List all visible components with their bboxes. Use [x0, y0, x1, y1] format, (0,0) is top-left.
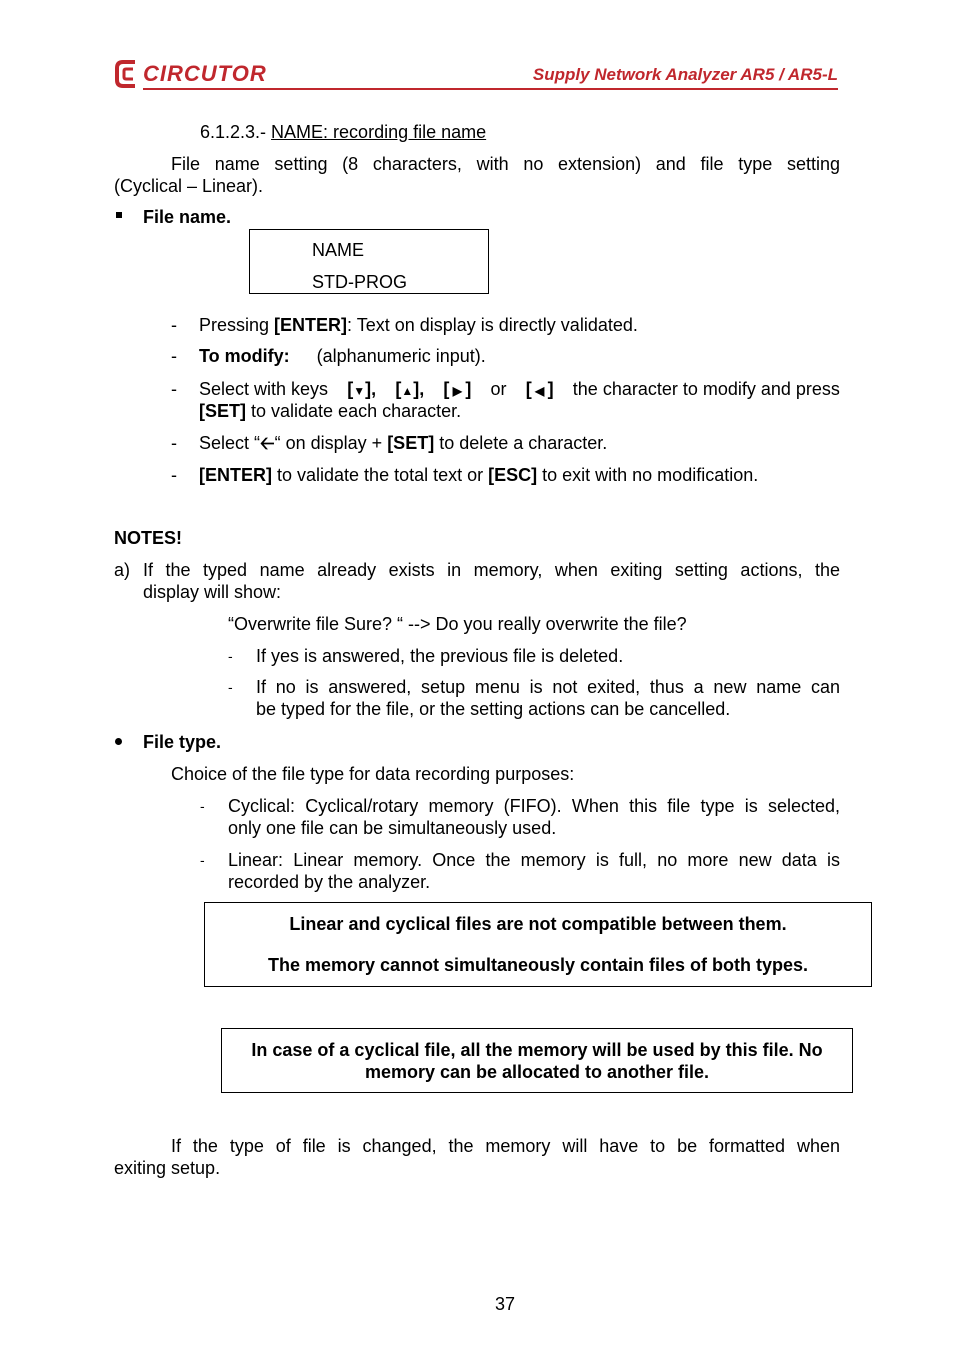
cyclical-line-1: Cyclical: Cyclical/rotary memory (FIFO). When this file type is selected,: [228, 796, 840, 816]
left-triangle-icon: ◀: [531, 384, 548, 398]
square-bullet-icon: [116, 212, 122, 218]
section-heading: [200, 121, 486, 143]
cyclical-memory-notice-line-1: In case of a cyclical file, all the memory will be used by this file. No: [251, 1040, 823, 1060]
logo-text: CIRCUTOR: [143, 61, 267, 86]
key-set: [SET]: [199, 401, 246, 421]
dash-marker: -: [171, 379, 177, 399]
bracket: ],: [365, 379, 377, 399]
linear-line-2: recorded by the analyzer.: [228, 872, 431, 892]
document-title: Supply Network Analyzer AR5 / AR5-L: [532, 65, 838, 84]
cyclical-memory-notice-line-2: memory can be allocated to another file.: [364, 1062, 710, 1082]
key-down: [347, 378, 376, 402]
text: (alphanumeric input).: [316, 346, 486, 366]
compatibility-notice-line-1: Linear and cyclical files are not compatible between them.: [289, 914, 787, 934]
key-esc: [ESC]: [488, 465, 538, 485]
text: to validate each character.: [246, 401, 462, 421]
text: the character to modify and press: [572, 379, 840, 399]
bracket: ]: [465, 379, 472, 399]
dash-marker: -: [200, 798, 205, 814]
file-type-heading: File type.: [143, 732, 222, 752]
key-set: [SET]: [387, 433, 435, 453]
dash-marker: -: [228, 679, 233, 695]
text: Pressing: [199, 315, 275, 335]
bracket: ],: [413, 379, 425, 399]
page-number: 37: [494, 1294, 516, 1314]
text: to delete a character.: [434, 433, 608, 453]
file-type-intro: Choice of the file type for data recording purposes:: [171, 764, 575, 784]
key-right: [443, 378, 471, 402]
display-line-1: NAME: [312, 240, 365, 260]
header-divider: [143, 88, 838, 90]
note-a-line-1: If the typed name already exists in memory, when exiting setting actions, the: [143, 560, 840, 580]
bracket: [: [525, 379, 532, 399]
note-sub-no-line-2: be typed for the file, or the setting actions can be cancelled.: [256, 699, 731, 719]
cyclical-line-2: only one file can be simultaneously used.: [228, 818, 557, 838]
closing-line-1: If the type of file is changed, the memory will have to be formatted when: [171, 1136, 840, 1156]
up-triangle-icon: ▲: [401, 384, 414, 398]
intro-line-2: (Cyclical – Linear).: [114, 176, 264, 196]
item-enter: [199, 314, 638, 336]
dash-marker: -: [171, 346, 177, 366]
section-number: 6.1.2.3.-: [200, 122, 272, 142]
closing-line-2: exiting setup.: [114, 1158, 221, 1178]
bracket: [: [347, 379, 354, 399]
notes-heading: NOTES!: [114, 528, 183, 548]
bracket: [: [395, 379, 402, 399]
section-title: NAME: recording file name: [271, 122, 487, 142]
dash-marker: -: [228, 648, 233, 664]
text: Select with keys: [199, 379, 329, 399]
linear-line-1: Linear: Linear memory. Once the memory is full, no more new data is: [228, 850, 840, 870]
right-triangle-icon: ▶: [449, 384, 466, 398]
item-select-keys-cont: [199, 400, 461, 422]
key-enter: [ENTER]: [199, 465, 272, 485]
key-enter: [ENTER]: [274, 315, 348, 335]
bracket: [: [443, 379, 450, 399]
round-bullet-icon: [115, 738, 122, 745]
note-a-line-2: display will show:: [143, 582, 282, 602]
dash-marker: -: [171, 433, 177, 453]
compatibility-notice-line-2: The memory cannot simultaneously contain files of both types.: [267, 955, 809, 975]
dash-marker: -: [200, 852, 205, 868]
left-arrow-icon: 🡠: [260, 433, 275, 453]
text: : Text on display is directly validated.: [347, 315, 638, 335]
key-left: [526, 378, 554, 402]
overwrite-prompt: “Overwrite file Sure? “ --> Do you really overwrite the file?: [228, 614, 687, 634]
item-select-keys: [199, 378, 840, 402]
note-a-label: a): [114, 560, 131, 580]
text: to exit with no modification.: [537, 465, 759, 485]
item-delete: [199, 432, 607, 454]
dash-marker: -: [171, 315, 177, 335]
key-up: [395, 378, 424, 402]
intro-line-1: File name setting (8 characters, with no extension) and file type setting: [171, 154, 840, 174]
note-sub-no-line-1: If no is answered, setup menu is not exited, thus a new name can: [256, 677, 840, 697]
item-validate: [199, 464, 758, 486]
note-sub-yes: If yes is answered, the previous file is deleted.: [256, 646, 624, 666]
to-modify-label: To modify:: [199, 346, 290, 366]
compatibility-notice-box: [204, 902, 872, 987]
cyclical-memory-notice-box: [221, 1028, 853, 1093]
item-modify: [199, 345, 486, 367]
display-box: [249, 229, 489, 294]
text: to validate the total text or: [272, 465, 489, 485]
down-triangle-icon: ▼: [353, 384, 366, 398]
file-name-heading: File name.: [143, 207, 232, 227]
text: or: [490, 379, 507, 399]
text: Select “: [199, 433, 261, 453]
display-line-2: STD-PROG: [312, 272, 408, 292]
text: “ on display +: [274, 433, 388, 453]
bracket: ]: [547, 379, 554, 399]
dash-marker: -: [171, 465, 177, 485]
circutor-logo-icon: [113, 58, 141, 90]
